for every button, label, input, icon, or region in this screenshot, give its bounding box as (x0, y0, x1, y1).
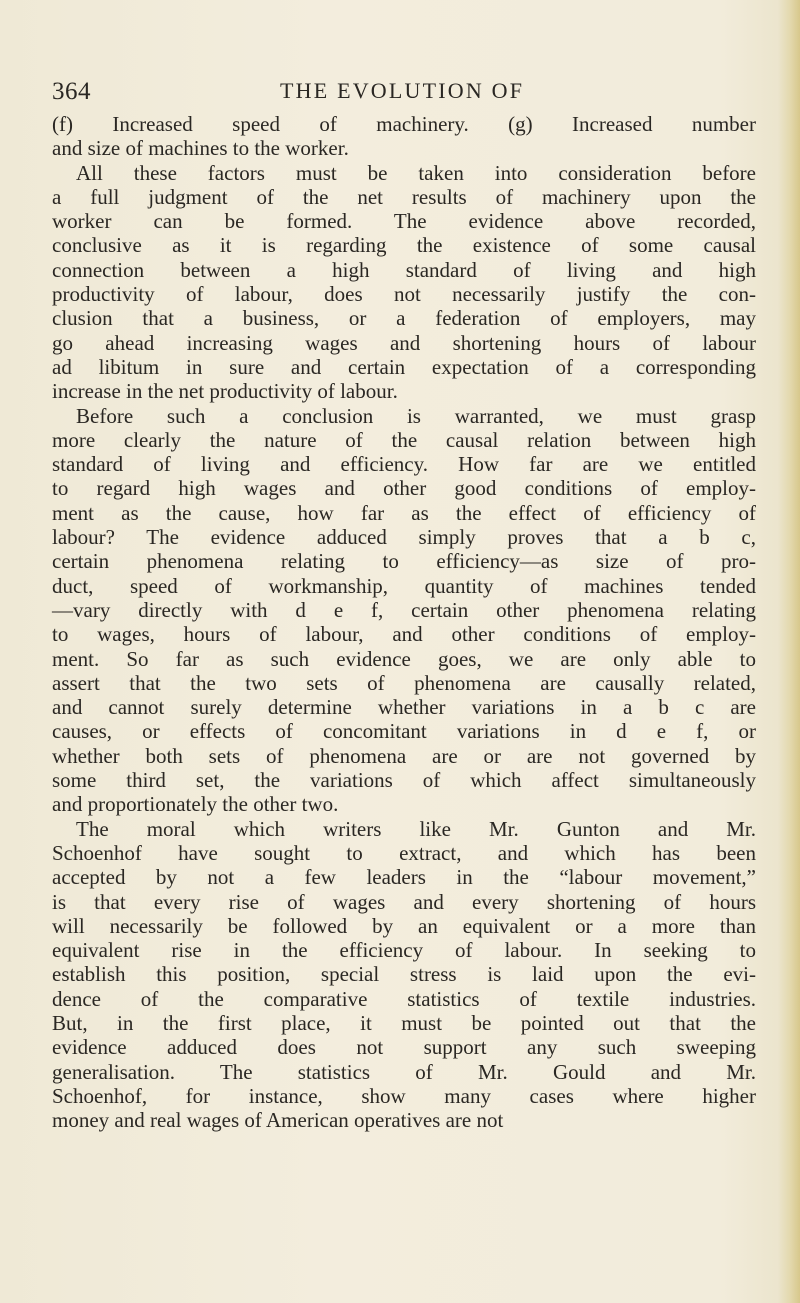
text-line: ment as the cause, how far as the effect of efficiency of (52, 500, 756, 525)
text-line: Schoenhof, for instance, show many cases where higher (52, 1083, 756, 1108)
text-line: worker can be formed. The evidence above recorded, (52, 209, 756, 234)
text-line: Before such a conclusion is warranted, we must grasp (76, 403, 756, 428)
text-line: and size of machines to the worker. (52, 136, 349, 161)
text-line: But, in the first place, it must be pointed out that the (52, 1010, 756, 1035)
text-line: and proportionately the other two. (52, 792, 339, 817)
text-line: is that every rise of wages and every shortening of hours (52, 889, 756, 914)
text-line: duct, speed of workmanship, quantity of machines tended (52, 573, 756, 598)
text-line: and cannot surely determine whether variations in a b c are (52, 695, 756, 720)
text-line: establish this position, special stress is laid upon the evi- (52, 962, 756, 987)
text-line: labour? The evidence adduced simply proves that a b c, (52, 525, 756, 550)
text-line: to regard high wages and other good conditions of employ- (52, 476, 756, 501)
text-line: The moral which writers like Mr. Gunton and Mr. (76, 816, 756, 841)
text-line: (f) Increased speed of machinery. (g) Increased number (52, 112, 756, 136)
text-line: a full judgment of the net results of machinery upon the (52, 184, 756, 209)
text-line: connection between a high standard of living and high (52, 257, 756, 282)
running-head (52, 78, 752, 108)
text-line: increase in the net productivity of labour. (52, 379, 398, 404)
text-line: All these factors must be taken into consideration before (76, 160, 756, 185)
page-edge-shading (778, 0, 800, 1303)
text-line: equivalent rise in the efficiency of labour. In seeking to (52, 938, 756, 963)
text-line: will necessarily be followed by an equivalent or a more than (52, 913, 756, 938)
text-line: causes, or effects of concomitant variations in d e f, or (52, 719, 756, 744)
text-line: certain phenomena relating to efficiency—as size of pro- (52, 549, 756, 574)
page-number: 364 (52, 78, 91, 105)
text-line: to wages, hours of labour, and other conditions of employ- (52, 622, 756, 647)
text-line: evidence adduced does not support any such sweeping (52, 1035, 756, 1060)
text-line: some third set, the variations of which affect simultaneously (52, 768, 756, 793)
text-line: conclusive as it is regarding the existence of some causal (52, 233, 756, 258)
text-line: assert that the two sets of phenomena are causally related, (52, 670, 756, 695)
page-title: THE EVOLUTION OF (280, 78, 525, 103)
text-line: clusion that a business, or a federation of employers, may (52, 306, 756, 331)
text-line: —vary directly with d e f, certain other phenomena relating (52, 597, 756, 622)
text-line: generalisation. The statistics of Mr. Gould and Mr. (52, 1059, 756, 1084)
text-line: ad libitum in sure and certain expectation of a corresponding (52, 354, 756, 379)
text-line: money and real wages of American operatives are not (52, 1108, 504, 1133)
text-line: whether both sets of phenomena are or are not governed by (52, 743, 756, 768)
body-text (52, 112, 756, 1132)
text-line: dence of the comparative statistics of textile industries. (52, 986, 756, 1011)
text-line: more clearly the nature of the causal relation between high (52, 427, 756, 452)
text-line: accepted by not a few leaders in the “labour movement,” (52, 865, 756, 890)
text-line: ment. So far as such evidence goes, we are only able to (52, 646, 756, 671)
text-line: standard of living and efficiency. How far are we entitled (52, 452, 756, 477)
text-line: Schoenhof have sought to extract, and which has been (52, 840, 756, 865)
text-line: go ahead increasing wages and shortening hours of labour (52, 330, 756, 355)
text-line: productivity of labour, does not necessarily justify the con- (52, 282, 756, 307)
